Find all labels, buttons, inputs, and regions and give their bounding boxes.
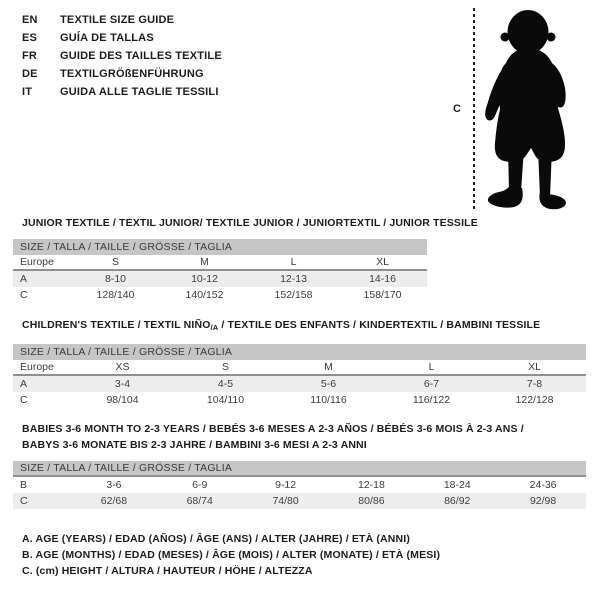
- children-table-rows: [13, 360, 586, 408]
- value-cell: 4-5: [217, 378, 234, 390]
- table-row: [13, 255, 427, 271]
- lang-code: FR: [22, 50, 38, 62]
- lang-row-es: [22, 29, 222, 47]
- height-c-label: C: [453, 103, 461, 115]
- value-cell: 7-8: [526, 378, 543, 390]
- lang-row-de: [22, 65, 222, 83]
- lang-row-it: [22, 83, 222, 101]
- junior-table-rows: [13, 255, 427, 303]
- value-cell: 68/74: [186, 495, 213, 507]
- footnote-a: A. AGE (YEARS) / EDAD (AÑOS) / ÂGE (ANS) / ALTER (JAHRE) / ETÀ (ANNI): [22, 533, 410, 545]
- value-cell: 128/140: [96, 289, 135, 301]
- row-label-cell: C: [20, 289, 28, 301]
- row-label-cell: A: [20, 378, 28, 390]
- value-cell: 122/128: [515, 394, 554, 406]
- value-cell: 14-16: [369, 273, 396, 285]
- value-cell: 10-12: [191, 273, 218, 285]
- children-title-prefix: CHILDREN'S TEXTILE / TEXTIL NIÑO: [22, 319, 211, 331]
- table-row: [13, 477, 586, 493]
- value-cell: 6-9: [192, 479, 208, 491]
- value-cell: 3-6: [106, 479, 122, 491]
- value-cell: 9-12: [275, 479, 297, 491]
- value-cell: 18-24: [443, 479, 471, 491]
- value-cell: 86/92: [444, 495, 471, 507]
- baby-silhouette-icon: [484, 8, 590, 212]
- value-cell: 74/80: [272, 495, 299, 507]
- row-label-cell: C: [20, 394, 28, 406]
- lang-code: IT: [22, 86, 33, 98]
- table-row: [13, 376, 586, 392]
- height-dotted-line: [473, 8, 475, 212]
- value-cell: 3-4: [114, 378, 131, 390]
- children-section-title: [22, 319, 540, 332]
- value-cell: 80/86: [358, 495, 385, 507]
- footnote-c: C. (cm) HEIGHT / ALTURA / HAUTEUR / HÖHE / ALTEZZA: [22, 565, 313, 577]
- lang-title: GUIDA ALLE TAGLIE TESSILI: [60, 86, 219, 98]
- value-cell: 8-10: [104, 273, 126, 285]
- row-label-cell: Europe: [20, 256, 54, 268]
- lang-row-fr: [22, 47, 222, 65]
- row-label-cell: B: [20, 479, 28, 491]
- value-cell: 5-6: [320, 378, 337, 390]
- value-cell: XL: [528, 361, 541, 373]
- value-cell: 62/68: [100, 495, 128, 507]
- value-cell: M: [324, 361, 333, 373]
- value-cell: 104/110: [206, 394, 245, 406]
- language-legend: [22, 11, 222, 101]
- size-header-bar: SIZE / TALLA / TAILLE / GRÖSSE / TAGLIA: [13, 239, 427, 255]
- footnotes: [22, 531, 440, 579]
- babies-table-rows: [13, 477, 586, 509]
- junior-table: [13, 239, 427, 303]
- table-row: [13, 392, 586, 408]
- children-table: [13, 344, 586, 408]
- lang-title: TEXTILGRÖßENFÜHRUNG: [60, 68, 204, 80]
- value-cell: 140/152: [185, 289, 224, 301]
- value-cell: 12-13: [280, 273, 307, 285]
- lang-code: DE: [22, 68, 38, 80]
- babies-title-line1: BABIES 3-6 MONTH TO 2-3 YEARS / BEBÉS 3-6 MESES A 2-3 AÑOS / BÉBÉS 3-6 MOIS À 2-3 ANS /: [22, 423, 524, 435]
- value-cell: 24-36: [529, 479, 557, 491]
- lang-row-en: [22, 11, 222, 29]
- lang-code: EN: [22, 14, 38, 26]
- value-cell: S: [221, 361, 229, 373]
- size-header-bar: SIZE / TALLA / TAILLE / GRÖSSE / TAGLIA: [13, 344, 586, 360]
- value-cell: S: [111, 256, 119, 268]
- junior-section-title: JUNIOR TEXTILE / TEXTIL JUNIOR/ TEXTILE JUNIOR / JUNIORTEXTIL / JUNIOR TESSILE: [22, 217, 478, 229]
- children-title-subscript: /A: [210, 323, 219, 332]
- value-cell: 158/170: [363, 289, 402, 301]
- babies-section-title: [22, 423, 524, 455]
- babies-table: [13, 461, 586, 509]
- table-row: [13, 493, 586, 509]
- lang-title: TEXTILE SIZE GUIDE: [60, 14, 175, 26]
- lang-title: GUÍA DE TALLAS: [60, 32, 154, 44]
- value-cell: L: [428, 361, 435, 373]
- value-cell: 92/98: [529, 495, 557, 507]
- table-row: [13, 271, 427, 287]
- row-label-cell: Europe: [20, 361, 54, 373]
- value-cell: L: [290, 256, 297, 268]
- size-header-bar: SIZE / TALLA / TAILLE / GRÖSSE / TAGLIA: [13, 461, 586, 477]
- lang-code: ES: [22, 32, 38, 44]
- value-cell: 98/104: [106, 394, 139, 406]
- lang-title: GUIDE DES TAILLES TEXTILE: [60, 50, 222, 62]
- value-cell: M: [200, 256, 209, 268]
- value-cell: XS: [115, 361, 130, 373]
- value-cell: 116/122: [412, 394, 451, 406]
- footnote-b: B. AGE (MONTHS) / EDAD (MESES) / ÂGE (MOIS) / ALTER (MONATE) / ETÀ (MESI): [22, 549, 441, 561]
- value-cell: 152/158: [274, 289, 313, 301]
- value-cell: 110/116: [310, 394, 347, 406]
- value-cell: 12-18: [357, 479, 385, 491]
- table-row: [13, 360, 586, 376]
- table-row: [13, 287, 427, 303]
- row-label-cell: A: [20, 273, 28, 285]
- value-cell: XL: [376, 256, 389, 268]
- babies-title-line2: BABYS 3-6 MONATE BIS 2-3 JAHRE / BAMBINI 3-6 MESI A 2-3 ANNI: [22, 439, 367, 451]
- row-label-cell: C: [20, 495, 28, 507]
- children-title-suffix: / TEXTILE DES ENFANTS / KINDERTEXTIL / BAMBINI TESSILE: [218, 319, 541, 331]
- value-cell: 6-7: [423, 378, 440, 390]
